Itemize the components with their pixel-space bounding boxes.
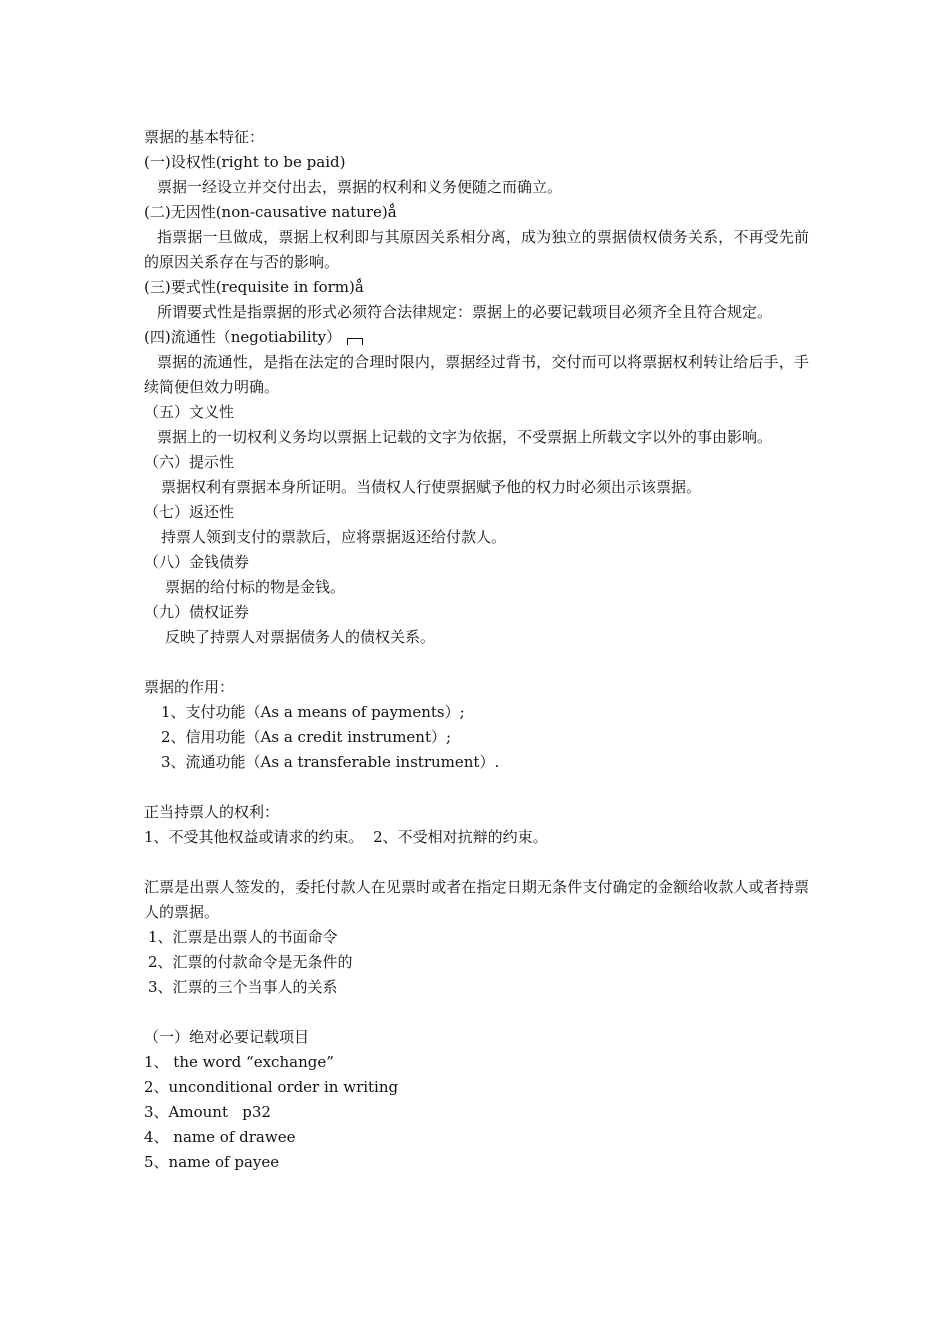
feature-heading: (四)流通性（negotiability） bbox=[144, 328, 342, 346]
feature-heading: (一)设权性(right to be paid) bbox=[144, 153, 346, 171]
feature-body: 票据一经设立并交付出去，票据的权利和义务便随之而确立。 bbox=[157, 178, 563, 196]
feature-body: 指票据一旦做成，票据上权利即与其原因关系相分离，成为独立的票据债权债务关系，不再受先前的原因关系存在与否的影响。 bbox=[144, 228, 809, 271]
holder-title: 正当持票人的权利： bbox=[144, 803, 280, 821]
feature-heading: （八）金钱债券 bbox=[144, 553, 250, 571]
bill-definition: 汇票是出票人签发的，委托付款人在见票时或者在指定日期无条件支付确定的金额给收款人或者持票人的票据。 bbox=[144, 878, 809, 921]
section-title: 票据的基本特征： bbox=[144, 128, 265, 146]
feature-heading: (二)无因性(non-causative nature)ǻ bbox=[144, 203, 397, 221]
spacer bbox=[144, 850, 809, 875]
feature-heading: （五）文义性 bbox=[144, 403, 235, 421]
functions-title: 票据的作用： bbox=[144, 678, 235, 696]
feature-heading: （七）返还性 bbox=[144, 503, 235, 521]
feature-body: 票据权利有票据本身所证明。当债权人行使票据赋予他的权力时必须出示该票据。 bbox=[161, 478, 702, 496]
mandatory-item: 4、 name of drawee bbox=[144, 1128, 296, 1146]
mandatory-item: 2、unconditional order in writing bbox=[144, 1078, 399, 1096]
bill-point: 3、汇票的三个当事人的关系 bbox=[148, 978, 338, 996]
mandatory-item: 3、Amount p32 bbox=[144, 1103, 271, 1121]
feature-heading: (三)要式性(requisite in form)ǻ bbox=[144, 278, 364, 296]
function-item: 3、流通功能（As a transferable instrument）. bbox=[161, 753, 500, 771]
bill-point: 2、汇票的付款命令是无条件的 bbox=[148, 953, 353, 971]
spacer bbox=[144, 1000, 809, 1025]
mandatory-item: 1、 the word “exchange” bbox=[144, 1053, 334, 1071]
mandatory-title: （一）绝对必要记载项目 bbox=[144, 1028, 310, 1046]
bill-point: 1、汇票是出票人的书面命令 bbox=[148, 928, 338, 946]
feature-body: 票据的给付标的物是金钱。 bbox=[165, 578, 346, 596]
function-item: 2、信用功能（As a credit instrument）; bbox=[161, 728, 452, 746]
feature-body: 票据上的一切权利义务均以票据上记载的文字为依据，不受票据上所载文字以外的事由影响。 bbox=[157, 428, 773, 446]
document-body bbox=[144, 125, 809, 1175]
function-item: 1、支付功能（As a means of payments）; bbox=[161, 703, 465, 721]
mandatory-item: 5、name of payee bbox=[144, 1153, 280, 1171]
spacer bbox=[144, 650, 809, 675]
feature-body: 反映了持票人对票据债务人的债权关系。 bbox=[165, 628, 436, 646]
holder-rights: 1、不受其他权益或请求的约束。 2、不受相对抗辩的约束。 bbox=[144, 828, 548, 846]
feature-body: 票据的流通性，是指在法定的合理时限内，票据经过背书，交付而可以将票据权利转让给后手，手续简便但效力明确。 bbox=[144, 353, 809, 396]
feature-heading: （六）提示性 bbox=[144, 453, 235, 471]
feature-body: 所谓要式性是指票据的形式必须符合法律规定：票据上的必要记载项目必须齐全且符合规定。 bbox=[157, 303, 773, 321]
feature-heading-row bbox=[144, 325, 809, 350]
bracket-mark-icon bbox=[347, 338, 363, 345]
spacer bbox=[144, 775, 809, 800]
feature-body: 持票人领到支付的票款后，应将票据返还给付款人。 bbox=[161, 528, 507, 546]
feature-heading: （九）债权证券 bbox=[144, 603, 250, 621]
